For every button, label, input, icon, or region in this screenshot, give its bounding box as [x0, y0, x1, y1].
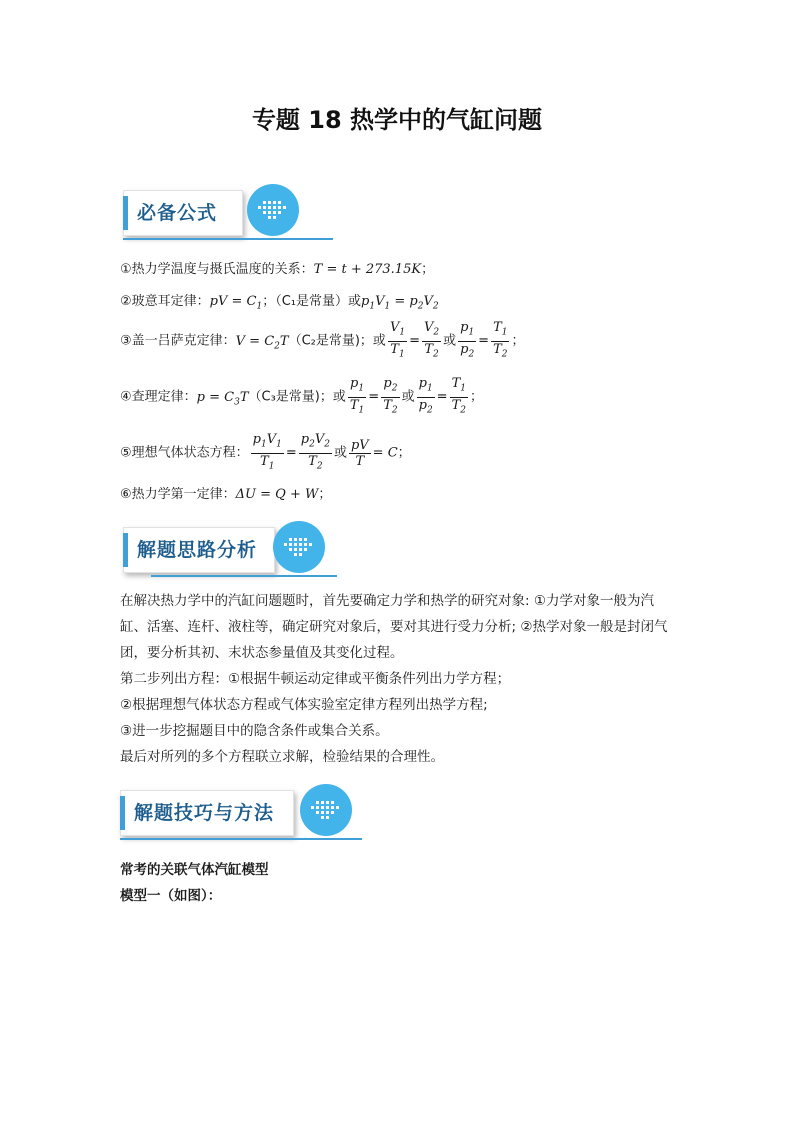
section-underline	[151, 575, 337, 577]
section-label: 解题技巧与方法	[134, 802, 275, 824]
analysis-step-3: ③进一步挖掘题目中的隐含条件或集合关系。	[120, 723, 389, 739]
subtitle-models: 常考的关联气体汽缸模型	[120, 862, 269, 878]
formula-3: ③盖一吕萨克定律：$V = C_2T(C_2$是常量)；或 $\frac{V_1}{T_1}$ = $\frac{V_2}{T_2}$ 或 $\frac{p_1}{p_2}$ = $\frac{T_1}{T_2}$ ；	[120, 320, 525, 360]
formula-6: ⑥热力学第一定律：ΔU = Q + W；	[120, 487, 332, 502]
page-title: 专题 18 热学中的气缸问题	[251, 106, 543, 134]
dot-grid-icon	[300, 784, 352, 836]
analysis-paragraph: 在解决热力学中的汽缸问题题时，首先要确定力学和热学的研究对象: ①力学对象一般为汽缸、活塞、连杆、液柱等，确定研究对象后，要对其进行受力分析; ②热学对象一般是封闭气团，要分析其初、末状态参量值及其变化过程。	[120, 593, 668, 661]
analysis-conclusion: 最后对所列的多个方程联立求解，检验结果的合理性。	[120, 749, 444, 765]
dot-grid-icon	[273, 521, 325, 573]
section-underline	[120, 838, 362, 840]
analysis-step-2: 第二步列出方程：①根据牛顿运动定律或平衡条件列出力学方程；	[120, 671, 511, 687]
dot-grid-icon	[247, 184, 299, 236]
formula-1: ①热力学温度与摄氏温度的关系：T = t + 273.15K；	[120, 262, 435, 277]
formula-5: ⑤理想气体状态方程： $\frac{p_1V_1}{T_1}$ = $\frac{p_2V_2}{T_2}$ 或 $\frac{pV}{T}$ = C；	[120, 432, 411, 472]
formula-2: ②玻意耳定律：pV = $C_1$；（C₁是常量）或$p_1V_1 = p_2V_2$	[120, 294, 439, 312]
section-banner-skills	[120, 784, 350, 848]
formula-4: ④查理定律：$p = C_3T(C_3$是常量)；或 $\frac{p_1}{T_1}$ = $\frac{p_2}{T_2}$ 或 $\frac{p_1}{p_2}$ = $\frac{T_1}{T_2}$ ；	[120, 376, 483, 416]
section-underline	[123, 238, 333, 240]
section-label: 必备公式	[137, 202, 218, 224]
section-label: 解题思路分析	[137, 539, 258, 561]
section-banner-analysis	[123, 521, 353, 585]
model-one-label: 模型一（如图）：	[120, 888, 222, 904]
section-banner-formulas	[123, 184, 353, 248]
analysis-step-2b: ②根据理想气体状态方程或气体实验室定律方程列出热学方程;	[120, 697, 488, 713]
